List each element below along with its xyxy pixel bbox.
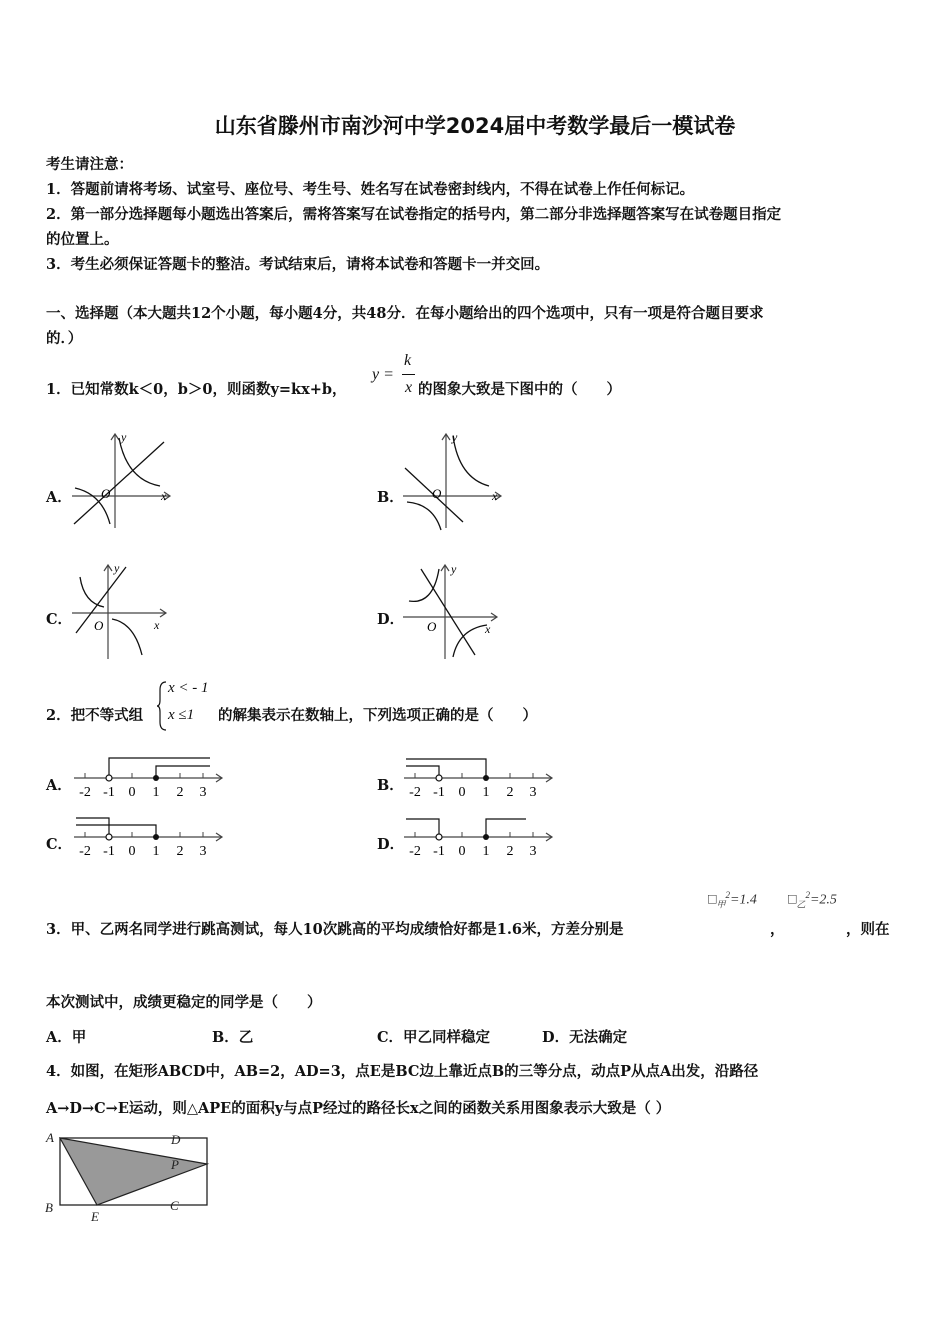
hyperbola-branch	[453, 436, 489, 486]
q3-option-c[interactable]: C．甲乙同样稳定	[377, 1029, 491, 1046]
hyperbola-branch	[119, 438, 160, 486]
tick-label: -1	[103, 785, 115, 800]
point-label: C	[170, 1198, 179, 1213]
number-line-c	[72, 815, 228, 863]
open-point	[106, 775, 112, 781]
hyperbola-branch	[453, 625, 487, 657]
tick-label: 2	[506, 785, 514, 800]
q1-graph-b	[403, 432, 503, 532]
q1-graph-d	[403, 563, 503, 663]
tick-label: 1	[482, 844, 490, 859]
origin-label: O	[432, 486, 442, 501]
tick-label: 0	[458, 844, 466, 859]
q1-stem-end: 的图象大致是下图中的（ ）	[418, 381, 621, 398]
tick-label: 0	[458, 785, 466, 800]
tick-label: -1	[433, 844, 445, 859]
inequality-2: x ≤1	[168, 707, 195, 723]
page-title: 山东省滕州市南沙河中学2024届中考数学最后一模试卷	[214, 114, 736, 138]
x-label: x	[485, 622, 491, 636]
closed-point	[153, 834, 159, 840]
tick-label: 1	[482, 785, 490, 800]
tick-label: -2	[79, 844, 91, 859]
brace-icon	[156, 680, 168, 732]
x-label: x	[154, 618, 160, 632]
q1-option-d-label[interactable]: D．	[377, 611, 405, 628]
hyperbola-branch	[80, 577, 104, 607]
solution-ray	[109, 758, 210, 778]
solution-ray	[156, 766, 210, 778]
open-point	[106, 834, 112, 840]
tick-label: 1	[152, 844, 160, 859]
point-label: D	[171, 1132, 181, 1147]
q3-stem: 3．甲、乙两名同学进行跳高测试，每人10次跳高的平均成绩恰好都是1.6米，方差分别是	[46, 921, 624, 938]
y-label: y	[114, 561, 120, 575]
closed-point	[153, 775, 159, 781]
tick-label: 3	[199, 844, 207, 859]
missing-symbol: □	[788, 892, 797, 908]
q1-option-a-label[interactable]: A．	[46, 489, 72, 506]
q2-option-d-label[interactable]: D．	[377, 836, 405, 853]
y-label: y	[452, 430, 458, 444]
q1-graph-c	[72, 563, 172, 663]
tick-label: -2	[79, 785, 91, 800]
q1-option-b-label[interactable]: B．	[377, 489, 404, 506]
q1-graph-a	[72, 432, 172, 532]
fraction-bar	[402, 374, 415, 375]
point-label: E	[91, 1209, 99, 1224]
x-label: x	[492, 489, 498, 503]
hyperbola-branch	[112, 619, 142, 655]
tick-label: 3	[199, 785, 207, 800]
line-graph	[421, 569, 475, 655]
q2-option-c-label[interactable]: C．	[46, 836, 73, 853]
y-label: y	[451, 562, 457, 576]
point-label: A	[46, 1130, 54, 1145]
solution-ray	[406, 759, 486, 778]
q1-formula-den: x	[405, 379, 413, 396]
q1-stem: 1．已知常数k＜0，b＞0，则函数y=kx+b，	[46, 381, 347, 398]
q2-option-b-label[interactable]: B．	[377, 777, 404, 794]
q3-option-d[interactable]: D．无法确定	[542, 1029, 628, 1046]
q3-comma: ，	[770, 921, 785, 938]
q1-formula-lhs: y =	[372, 366, 394, 383]
q3-option-b[interactable]: B．乙	[212, 1029, 254, 1046]
notice-item-3: 3．考生必须保证答题卡的整洁。考试结束后，请将本试卷和答题卡一并交回。	[46, 256, 550, 273]
open-point	[436, 775, 442, 781]
point-label: B	[45, 1200, 53, 1215]
tick-label: 2	[506, 844, 514, 859]
solution-ray	[486, 819, 526, 837]
origin-label: O	[101, 486, 111, 501]
origin-label: O	[427, 619, 437, 634]
inequality-1: x < - 1	[168, 680, 209, 696]
q3-option-a[interactable]: A．甲	[46, 1029, 87, 1046]
open-point	[436, 834, 442, 840]
tick-label: -2	[409, 785, 421, 800]
x-label: x	[161, 489, 167, 503]
triangle-ape	[60, 1138, 207, 1205]
tick-label: 0	[128, 844, 136, 859]
closed-point	[483, 834, 489, 840]
solution-ray	[76, 818, 109, 837]
missing-symbol: □	[708, 892, 717, 908]
q2-option-a-label[interactable]: A．	[46, 777, 72, 794]
tick-label: 0	[128, 785, 136, 800]
section-heading-cont: 的．）	[46, 330, 83, 347]
number-line-a	[72, 756, 228, 804]
tick-label: -1	[433, 785, 445, 800]
variance-yi: $□_乙^2=2.5$	[788, 890, 837, 910]
notice-heading: 考生请注意：	[46, 156, 133, 173]
y-label: y	[121, 430, 127, 444]
number-line-b	[402, 756, 558, 804]
tick-label: -2	[409, 844, 421, 859]
tick-label: 2	[176, 785, 184, 800]
q4-stem: 4．如图，在矩形ABCD中，AB=2，AD=3，点E是BC边上靠近点B的三等分点，动点P从点A出发，沿路径	[46, 1063, 759, 1080]
rectangle-figure	[40, 1128, 190, 1228]
q2-stem-end: 的解集表示在数轴上，下列选项正确的是（ ）	[218, 707, 537, 724]
notice-item-1: 1．答题前请将考场、试室号、座位号、考生号、姓名写在试卷密封线内，不得在试卷上作任何标记。	[46, 181, 695, 198]
solution-ray	[76, 825, 156, 837]
q4-stem-cont: A→D→C→E运动，则△APE的面积y与点P经过的路径长x之间的函数关系用图象表示大致是（ ）	[46, 1100, 671, 1117]
q1-formula-num: k	[404, 352, 412, 369]
tick-label: 1	[152, 785, 160, 800]
closed-point	[483, 775, 489, 781]
solution-ray	[406, 819, 439, 837]
tick-label: 3	[529, 844, 537, 859]
tick-label: 2	[176, 844, 184, 859]
origin-label: O	[94, 618, 104, 633]
q1-option-c-label[interactable]: C．	[46, 611, 73, 628]
variance-jia: $□_甲^2=1.4$	[708, 890, 757, 910]
tick-label: -1	[103, 844, 115, 859]
point-label: P	[171, 1157, 179, 1172]
solution-ray	[406, 766, 439, 778]
notice-item-2-cont: 的位置上。	[46, 231, 119, 248]
tick-label: 3	[529, 785, 537, 800]
notice-item-2: 2．第一部分选择题每小题选出答案后，需将答案写在试卷指定的括号内，第二部分非选择题答案写在试卷题目指定	[46, 206, 782, 223]
hyperbola-branch	[407, 502, 441, 530]
q3-then: ，则在	[846, 921, 890, 938]
number-line-d	[402, 815, 558, 863]
q2-stem: 2．把不等式组	[46, 707, 144, 724]
section-heading: 一、选择题（本大题共12个小题，每小题4分，共48分．在每小题给出的四个选项中，只有一项是符合题目要求	[46, 305, 764, 322]
q3-stem-cont: 本次测试中，成绩更稳定的同学是（ ）	[46, 994, 322, 1011]
